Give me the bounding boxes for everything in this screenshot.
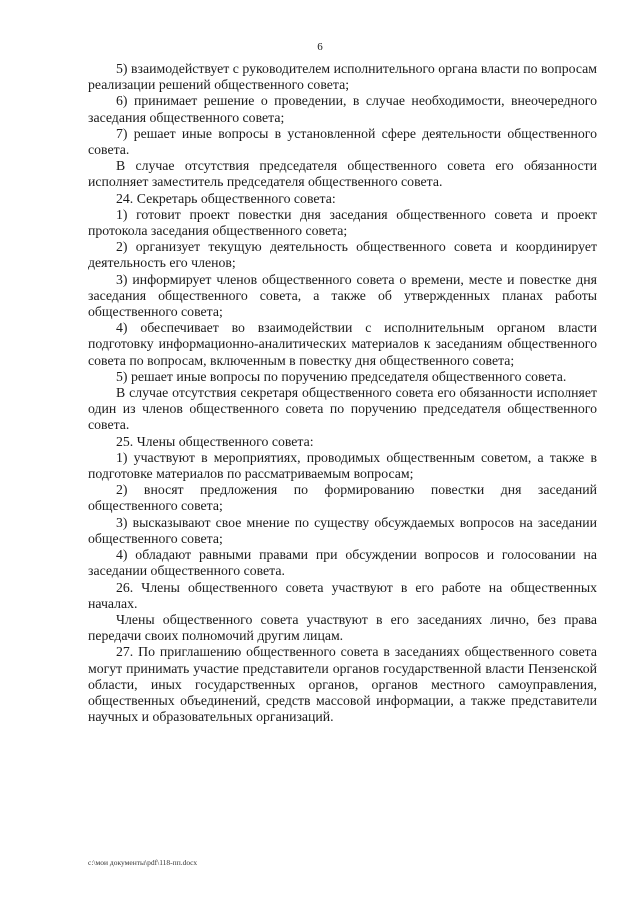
paragraph-section-25-heading: 25. Члены общественного совета:	[116, 433, 314, 449]
paragraph-members-personal-participation: Члены общественного совета участвуют в его заседаниях лично, без права передачи своих полномочий другим лицам.	[88, 611, 597, 644]
paragraph-members-item-2: 2) вносят предложения по формированию повестки дня заседаний общественного совета;	[88, 482, 597, 514]
paragraph-secretary-item-4: 4) обеспечивает во взаимодействии с исполнительным органом власти подготовку информационно-аналитических материалов к заседаниям общественного совета по вопросам, включенным в повестку дня общественного совета;	[88, 320, 597, 368]
paragraph-section-27: 27. По приглашению общественного совета в заседаниях общественного совета могут принимать участие представители органов государственной власти Пензенской области, иных государственных органов, органов местного самоуправления, общественных объединений, средств массовой информации, а также представители научных и образовательных организаций.	[88, 644, 597, 725]
paragraph-members-item-3: 3) высказывают свое мнение по существу обсуждаемых вопросов на заседании общественного совета;	[88, 514, 597, 546]
paragraph-secretary-item-1: 1) готовит проект повестки дня заседания общественного совета и проект протокола заседания общественного совета;	[88, 206, 597, 239]
paragraph-members-item-1: 1) участвуют в мероприятиях, проводимых общественным советом, а также в подготовке материалов по рассматриваемым вопросам;	[88, 449, 597, 482]
paragraph-members-item-4: 4) обладают равными правами при обсуждении вопросов и голосовании на заседании общественного совета.	[88, 547, 597, 579]
page-number: 6	[317, 41, 323, 53]
paragraph-secretary-item-5: 5) решает иные вопросы по поручению председателя общественного совета.	[116, 368, 567, 384]
paragraph-item-7-other-questions: 7) решает иные вопросы в установленной сфере деятельности общественного совета.	[88, 125, 597, 158]
paragraph-chairman-absence: В случае отсутствия председателя общественного совета его обязанности исполняет заместитель председателя общественного совета.	[88, 158, 597, 190]
document-body	[88, 61, 597, 725]
footer-file-path: c:\мои документы\pdf\118-пп.docx	[88, 858, 198, 867]
paragraph-item-5-interaction: 5) взаимодействует с руководителем исполнительного органа власти по вопросам реализации решений общественного совета;	[88, 61, 597, 93]
paragraph-secretary-item-2: 2) организует текущую деятельность общественного совета и координирует деятельность его членов;	[88, 239, 597, 271]
paragraph-item-6-extraordinary-meeting: 6) принимает решение о проведении, в случае необходимости, внеочередного заседания общественного совета;	[88, 93, 597, 125]
paragraph-section-24-heading: 24. Секретарь общественного совета:	[116, 190, 336, 206]
paragraph-secretary-absence: В случае отсутствия секретаря общественного совета его обязанности исполняет один из членов общественного совета по поручению председателя общественного совета.	[88, 385, 597, 433]
paragraph-secretary-item-3: 3) информирует членов общественного совета о времени, месте и повестке дня заседания общественного совета, а также об утвержденных планах работы общественного совета;	[88, 271, 597, 320]
paragraph-section-26: 26. Члены общественного совета участвуют в его работе на общественных началах.	[88, 579, 597, 611]
